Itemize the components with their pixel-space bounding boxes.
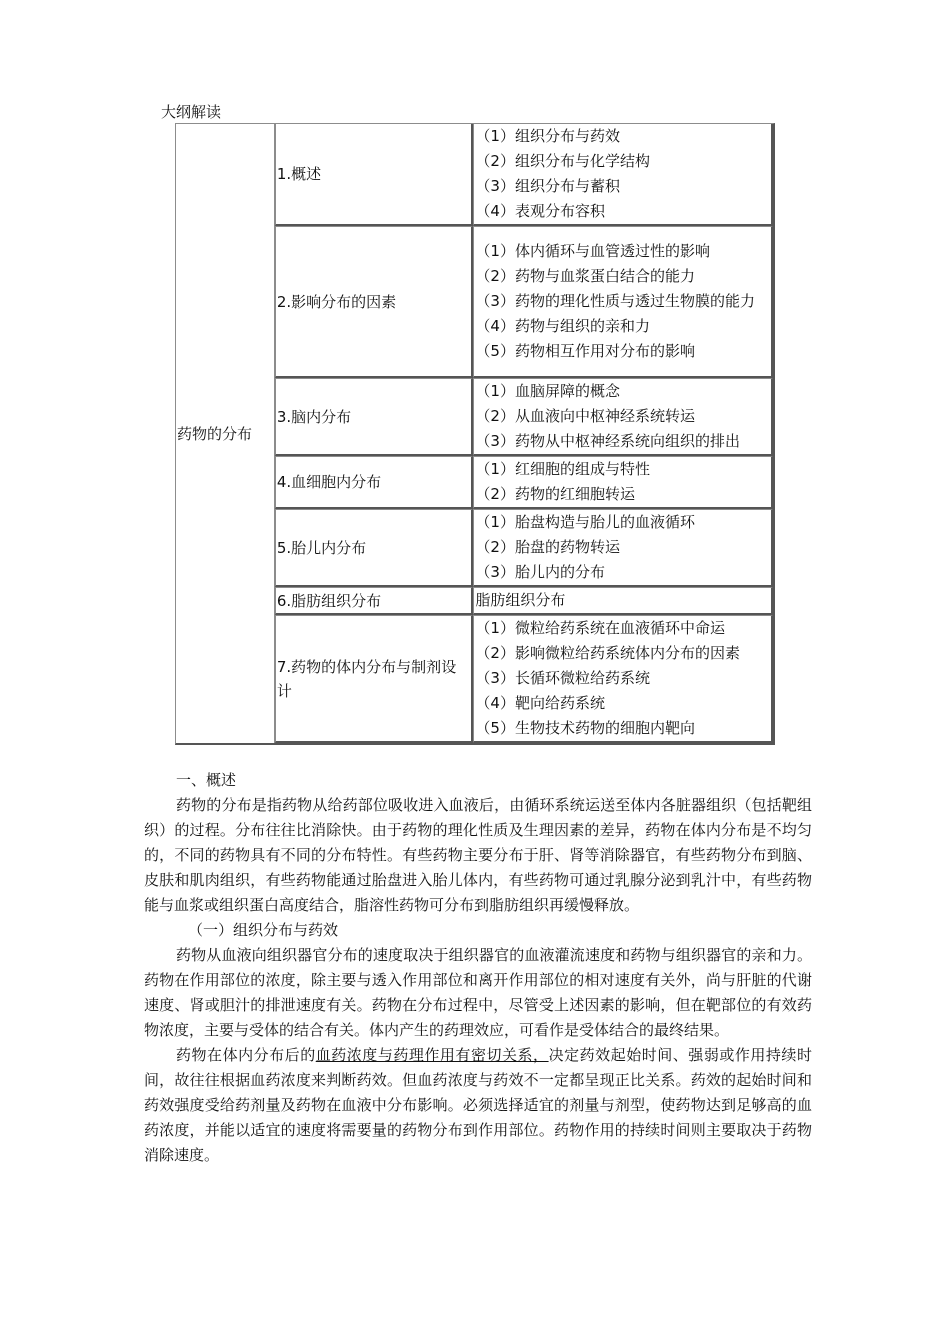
topic-cell: 2.影响分布的因素 — [275, 226, 474, 378]
detail-item: （4）表观分布容积 — [475, 202, 605, 220]
topic-cell: 7.药物的体内分布与制剂设计 — [275, 615, 474, 743]
outline-table — [175, 123, 775, 745]
detail-item: （3）药物从中枢神经系统向组织的排出 — [475, 432, 740, 450]
topic-cell: 3.脑内分布 — [275, 378, 474, 456]
detail-item: （1）体内循环与血管透过性的影响 — [475, 242, 710, 260]
detail-item: 脂肪组织分布 — [475, 591, 566, 609]
underlined-text: 血药浓度与药理作用有密切关系， — [315, 1046, 549, 1064]
topic-cell: 1.概述 — [275, 124, 474, 226]
detail-item: （1）组织分布与药效 — [475, 127, 620, 145]
detail-item: （2）药物的红细胞转运 — [475, 485, 635, 503]
detail-cell — [473, 509, 773, 587]
detail-item: （2）影响微粒给药系统体内分布的因素 — [475, 644, 740, 662]
paragraph-text: 药物在体内分布后的 — [176, 1046, 316, 1064]
detail-item: （1）血脑屏障的概念 — [475, 382, 620, 400]
detail-item: （2）药物与血浆蛋白结合的能力 — [475, 267, 695, 285]
detail-item: （3）长循环微粒给药系统 — [475, 669, 650, 687]
body-text — [144, 768, 812, 1168]
detail-cell — [473, 587, 773, 615]
detail-item: （3）胎儿内的分布 — [475, 563, 605, 581]
detail-item: （1）胎盘构造与胎儿的血液循环 — [475, 513, 695, 531]
detail-item: （1）微粒给药系统在血液循环中命运 — [475, 619, 725, 637]
topic-cell: 6.脂肪组织分布 — [275, 587, 474, 615]
paragraph: 药物从血液向组织器官分布的速度取决于组织器官的血液灌流速度和药物与组织器官的亲和力。药物在作用部位的浓度，除主要与透入作用部位和离开作用部位的相对速度有关外，尚与肝脏的代谢速度、肾或胆汁的排泄速度有关。药物在分布过程中，尽管受上述因素的影响，但在靶部位的有效药物浓度，主要与受体的结合有关。体内产生的药理效应，可看作是受体结合的最终结果。 — [144, 946, 812, 1039]
detail-item: （2）从血液向中枢神经系统转运 — [475, 407, 695, 425]
section-heading: 一、概述 — [176, 771, 237, 789]
detail-cell — [473, 124, 773, 226]
topic-cell: 5.胎儿内分布 — [275, 509, 474, 587]
page-title: 大纲解读 — [161, 103, 222, 121]
main-topic-cell: 药物的分布 — [176, 124, 275, 743]
paragraph — [144, 1043, 812, 1168]
detail-cell — [473, 378, 773, 456]
detail-item: （2）组织分布与化学结构 — [475, 152, 650, 170]
detail-cell — [473, 615, 773, 743]
detail-item: （3）药物的理化性质与透过生物膜的能力 — [475, 292, 755, 310]
detail-cell — [473, 456, 773, 509]
detail-item: （1）红细胞的组成与特性 — [475, 460, 650, 478]
paragraph-text: 决定药效起始时间、强弱或作用持续时间，故往往根据血药浓度来判断药效。但血药浓度与药效不一定都呈现正比关系。药效的起始时间和药效强度受给药剂量及药物在血液中分布影响。必须选择适宜的剂量与剂型，使药物达到足够高的血药浓度，并能以适宜的速度将需要量的药物分布到作用部位。药物作用的持续时间则主要取决于药物消除速度。 — [144, 1046, 812, 1164]
detail-cell — [473, 226, 773, 378]
table-row — [176, 124, 773, 226]
subsection-heading: （一）组织分布与药效 — [188, 921, 339, 939]
detail-item: （4）靶向给药系统 — [475, 694, 605, 712]
detail-item: （5）生物技术药物的细胞内靶向 — [475, 719, 695, 737]
detail-item: （5）药物相互作用对分布的影响 — [475, 342, 695, 360]
topic-cell: 4.血细胞内分布 — [275, 456, 474, 509]
paragraph: 药物的分布是指药物从给药部位吸收进入血液后，由循环系统运送至体内各脏器组织（包括靶组织）的过程。分布往往比消除快。由于药物的理化性质及生理因素的差异，药物在体内分布是不均匀的，不同的药物具有不同的分布特性。有些药物主要分布于肝、肾等消除器官，有些药物分布到脑、皮肤和肌肉组织，有些药物能通过胎盘进入胎儿体内，有些药物可通过乳腺分泌到乳汁中，有些药物能与血浆或组织蛋白高度结合，脂溶性药物可分布到脂肪组织再缓慢释放。 — [144, 796, 812, 914]
detail-item: （2）胎盘的药物转运 — [475, 538, 620, 556]
detail-item: （4）药物与组织的亲和力 — [475, 317, 650, 335]
detail-item: （3）组织分布与蓄积 — [475, 177, 620, 195]
